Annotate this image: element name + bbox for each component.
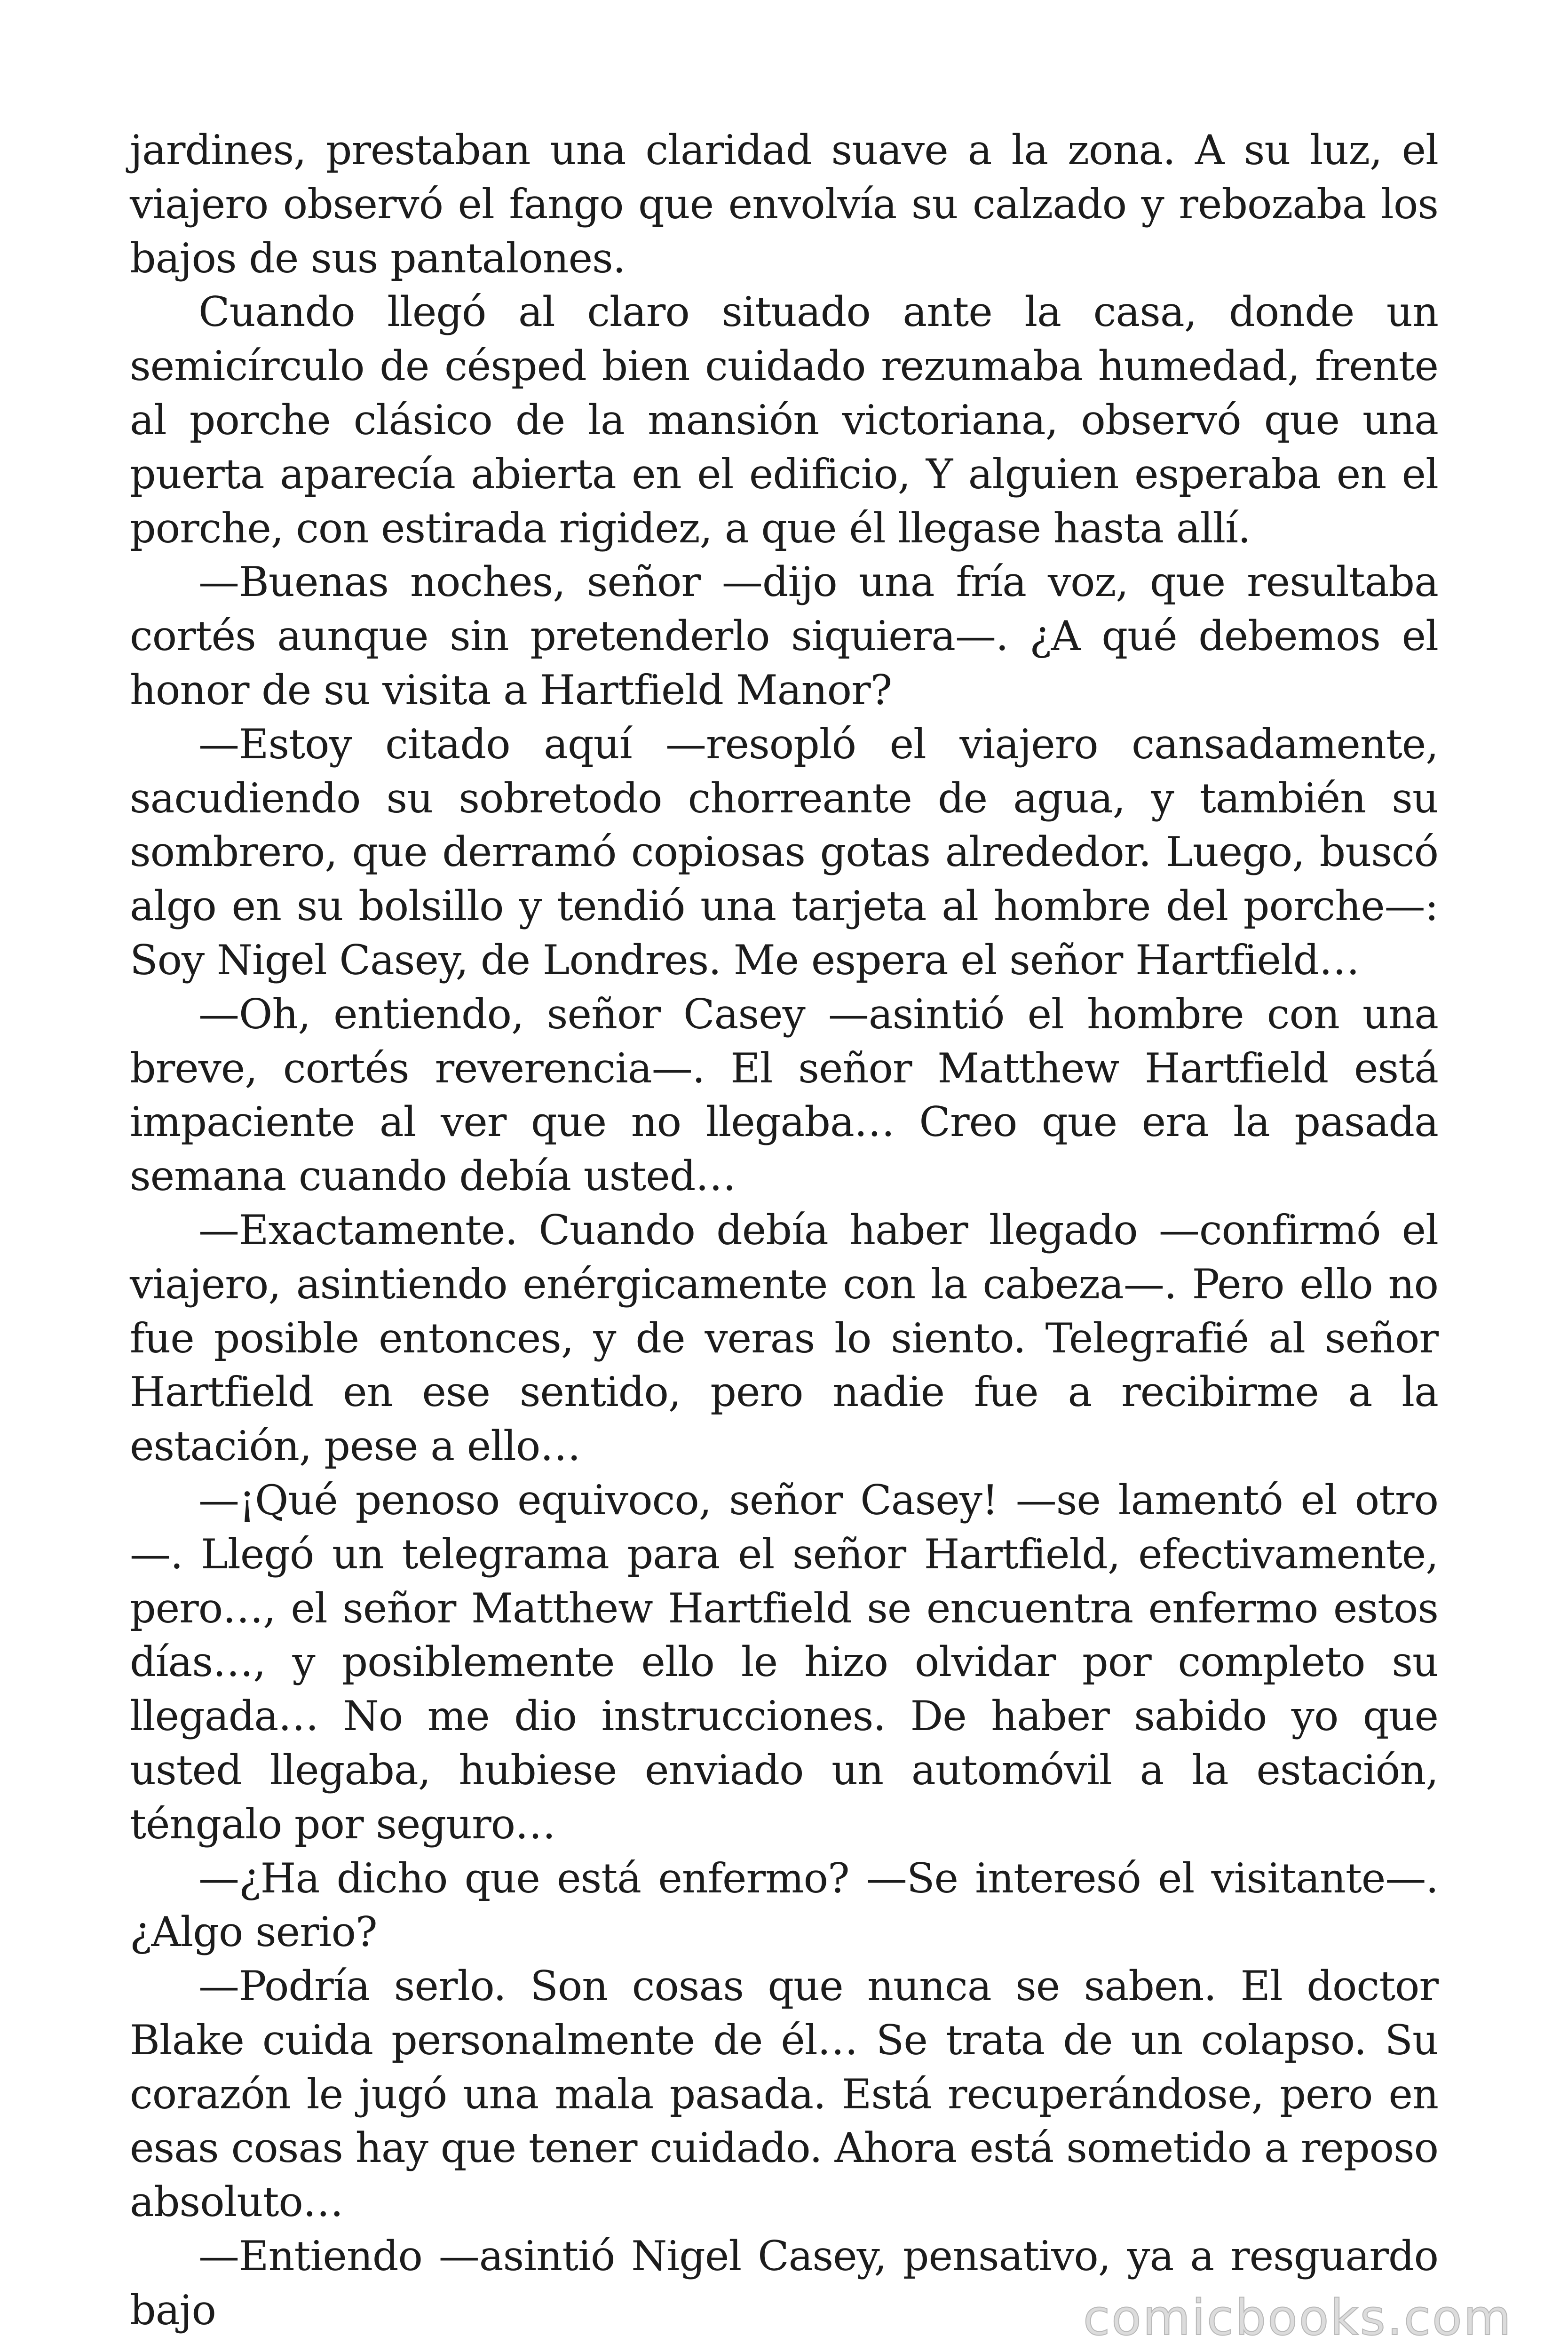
paragraph: Cuando llegó al claro situado ante la casa, donde un semicírculo de césped bien cuidado rezumaba humedad, frente al porche clásico de la mansión victoriana, observó que una puerta aparecía abierta en el edificio, Y alguien esperaba en el porche, con estirada rigidez, a que él llegase hasta allí. xyxy=(130,288,1438,552)
paragraph: —Estoy citado aquí —resopló el viajero cansadamente, sacudiendo su sobretodo chorreante de agua, y también su sombrero, que derramó copiosas gotas alrededor. Luego, buscó algo en su bolsillo y tendió una tarjeta al hombre del porche—: Soy Nigel Casey, de Londres. Me espera el señor Hartfield… xyxy=(130,720,1438,984)
paragraph: jardines, prestaban una claridad suave a la zona. A su luz, el viajero observó el fango que envolvía su calzado y rebozaba los bajos de sus pantalones. xyxy=(130,126,1438,282)
body-text xyxy=(130,123,1438,2337)
paragraph: —¿Ha dicho que está enfermo? —Se interesó el visitante—. ¿Algo serio? xyxy=(130,1854,1438,1956)
paragraph: —Podría serlo. Son cosas que nunca se saben. El doctor Blake cuida personalmente de él… Se trata de un colapso. Su corazón le jugó una mala pasada. Está recuperándose, pero en esas cosas hay que tener cuidado. Ahora está sometido a reposo absoluto… xyxy=(130,1962,1438,2226)
paragraph: —¡Qué penoso equivoco, señor Casey! —se lamentó el otro—. Llegó un telegrama para el señor Hartfield, efectivamente, pero…, el señor Matthew Hartfield se encuentra enfermo estos días…, y posiblemente ello le hizo olvidar por completo su llegada… No me dio instrucciones. De haber sabido yo que usted llegaba, hubiese enviado un automóvil a la estación, téngalo por seguro… xyxy=(130,1476,1438,1848)
watermark: comicbooks.com xyxy=(1083,2289,1513,2346)
paragraph: —Exactamente. Cuando debía haber llegado —confirmó el viajero, asintiendo enérgicamente con la cabeza—. Pero ello no fue posible entonces, y de veras lo siento. Telegrafié al señor Hartfield en ese sentido, pero nadie fue a recibirme a la estación, pese a ello… xyxy=(130,1206,1438,1470)
paragraph: —Oh, entiendo, señor Casey —asintió el hombre con una breve, cortés reverencia—. El señor Matthew Hartfield está impaciente al ver que no llegaba… Creo que era la pasada semana cuando debía usted… xyxy=(130,990,1438,1200)
paragraph: —Buenas noches, señor —dijo una fría voz, que resultaba cortés aunque sin pretenderlo siquiera—. ¿A qué debemos el honor de su visita a Hartfield Manor? xyxy=(130,558,1438,714)
paragraph: —Entiendo —asintió Nigel Casey, pensativo, ya a resguardo bajo xyxy=(130,2232,1438,2334)
